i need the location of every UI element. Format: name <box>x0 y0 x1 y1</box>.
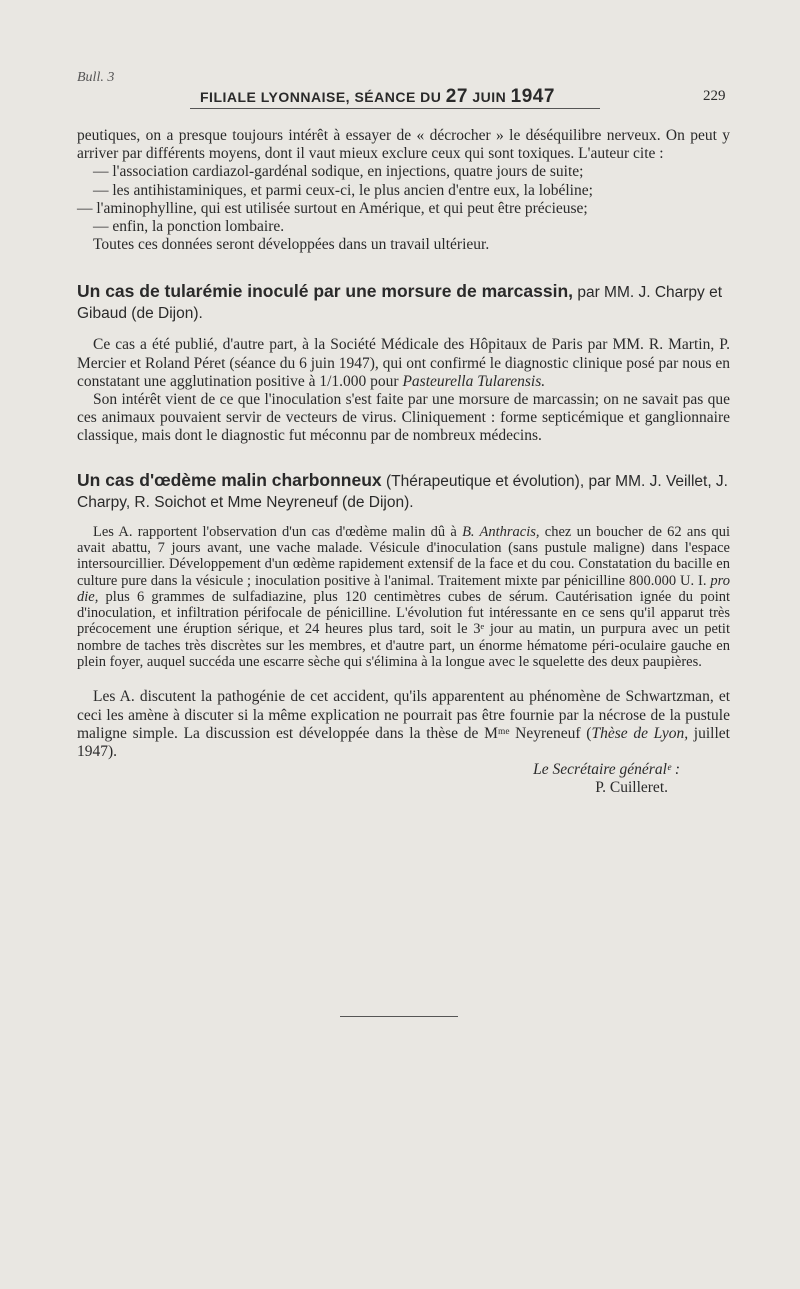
article2-title-authors: (Thérapeutique et évolution), par MM. J. Veillet, J. Charpy, R. Soichot et Mme Neyreneuf (de Dijon). <box>77 472 728 511</box>
article2-p1-text-e: plus 6 grammes de sulfadiazine, plus 120 centimètres cubes de sérum. Cautérisation ignée du point d'inoculation, et infiltration périfocale de pénicilline. L'évolution fut intéressante en ce sens qu'il apparut très précocement une éruption sérique, et 24 heures plus tard, soit le 3ᵉ jour au matin, un purpura avec un petit nombre de taches très discrètes sur les membres, et d'autre part, un énorme hématome péri-oculaire gauche en plein foyer, auquel succéda une escarre sèche qui s'élimina à la longue avec le squelette des deux paupières. <box>77 588 730 671</box>
article1-title-bold: Un cas de tularémie inoculé par une morsure de marcassin, <box>77 281 574 302</box>
article1-title <box>77 281 730 324</box>
article1-p1-italic: Pasteurella Tularensis. <box>402 372 546 390</box>
header-day: 27 <box>445 86 468 107</box>
article2-p2-text-c: juillet 1947). <box>77 724 730 760</box>
article1-p1-text: Ce cas a été publié, d'autre part, à la Société Médicale des Hôpitaux de Paris par MM. R. Martin, P. Mercier et Roland Péret (séance du 6 juin 1947), qui ont confirmé le diagnostic clinique posé par nous en constatant une agglutination positive à 1/1.000 pour <box>77 336 730 390</box>
intro-paragraph: peutiques, on a presque toujours intérêt à essayer de « décrocher » le déséquilibre nerveux. On peut y arriver par différents moyens, dont il vaut mieux exclure ceux qui sont toxiques. L'auteur cite : <box>77 127 730 163</box>
signature-role: Le Secrétaire généralᵉ : <box>533 761 680 779</box>
article1-paragraph <box>77 336 730 391</box>
intro-list-item: — l'association cardiazol-gardénal sodique, en injections, quatre jours de suite; <box>93 163 584 181</box>
article1-paragraph: Son intérêt vient de ce que l'inoculation s'est faite par une morsure de marcassin; on ne savait pas que ces animaux pouvaient servir de vecteurs de virus. Cliniquement : forme septicémique et ganglionnaire classique, mais dont le diagnostic fut méconnu par de nombreux médecins. <box>77 391 730 445</box>
header-year: 1947 <box>510 86 555 107</box>
header-title-part2: JUIN <box>467 89 511 105</box>
header-rule <box>190 108 600 109</box>
bulletin-number: Bull. 3 <box>77 70 115 85</box>
end-rule <box>340 1016 458 1017</box>
article2-p2-text-a: Les A. discutent la pathogénie de cet accident, qu'ils apparentent au phénomène de Schwartzman, et ceci les amène à discuter si la même explication ne pourrait pas être fournie par la nécrose de la pustule maligne simple. La discussion est développée dans la thèse de Mᵐᵉ Neyreneuf ( <box>77 688 730 742</box>
article2-paragraph <box>77 688 730 761</box>
article2-title <box>77 470 730 513</box>
page-body <box>77 127 730 798</box>
intro-list-item: — l'aminophylline, qui est utilisée surtout en Amérique, et qui peut être précieuse; <box>77 199 588 217</box>
header-title-part1: FILIALE LYONNAISE, SÉANCE DU <box>200 89 446 105</box>
intro-list-item: — les antihistaminiques, et parmi ceux-ci, le plus ancien d'entre eux, la lobéline; <box>93 181 593 199</box>
signature-name: P. Cuilleret. <box>595 779 668 797</box>
intro-list-item: — enfin, la ponction lombaire. <box>93 218 285 236</box>
page-number: 229 <box>703 88 726 104</box>
article2-paragraph <box>77 524 730 671</box>
intro-conclusion: Toutes ces données seront développées dans un travail ultérieur. <box>93 236 490 254</box>
article2-p1-italic-d: pro die, <box>77 572 730 605</box>
running-header <box>200 86 600 108</box>
article2-p1-text-a: Les A. rapportent l'observation d'un cas d'œdème malin dû à <box>93 523 463 540</box>
article2-p1-text-c: chez un boucher de 62 ans qui avait abattu, 7 jours avant, une vache malade. Vésicule d'inoculation (sans pustule maligne) dans l'espace intersourcillier. Développement d'un œdème rapidement extensif de la face et du cou. Constatation du bacille en culture pure dans la vésicule ; inoculation positive à l'animal. Traitement mixte par pénicilline 800.000 U. I. <box>77 523 730 589</box>
article1-title-authors: par MM. J. Charpy et Gibaud (de Dijon). <box>77 284 723 323</box>
article2-p1-italic-b: B. Anthracis, <box>462 523 540 540</box>
article2-title-bold: Un cas d'œdème malin charbonneux <box>77 469 382 490</box>
article2-p2-italic-b: Thèse de Lyon, <box>591 724 689 742</box>
